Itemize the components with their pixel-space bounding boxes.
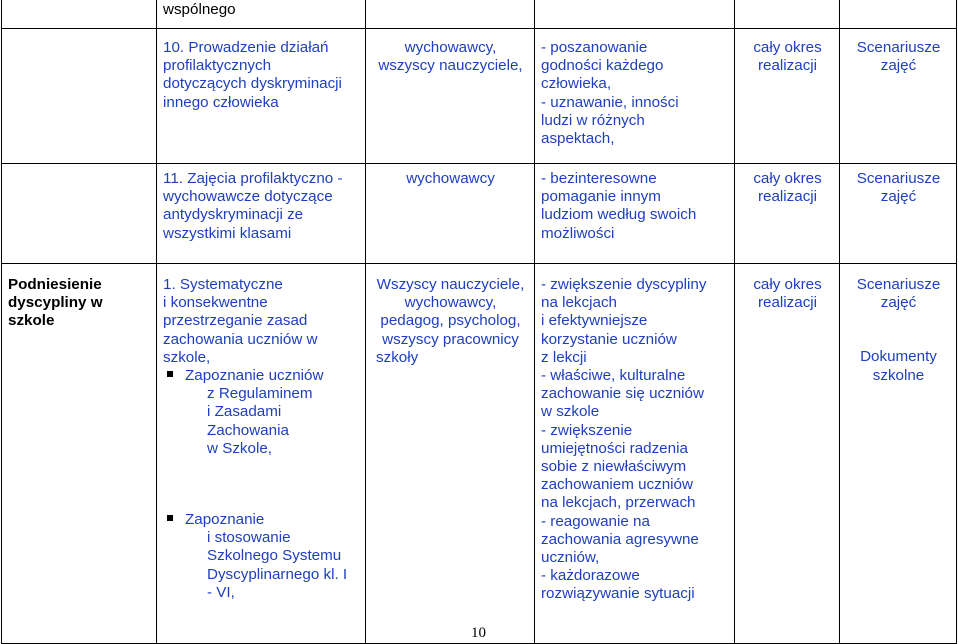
cell-docs-empty [840,0,957,29]
effects-line: w szkole [541,403,600,421]
cell-docs [840,264,957,644]
effects-line: - uznawanie, inności [541,93,679,111]
cell-when [735,264,840,644]
cell-who-empty [366,0,535,29]
effects-line: z lekcji [541,348,587,366]
cell-task [157,164,366,264]
effects-line: aspektach, [541,130,615,148]
bullet-item [167,367,360,385]
task-line: 1. Systematyczne [163,276,283,293]
task-line: 10. Prowadzenie działań [163,39,329,56]
task-line: innego człowieka [163,93,279,111]
when-line: cały okres [753,39,822,56]
table-row-task-11 [2,164,957,264]
square-bullet-icon [167,371,173,377]
area-line: dyscypliny w szkole [8,294,103,330]
docs-line: zajęć [880,57,917,75]
effects-line: ludzi w różnych [541,111,645,129]
cell-effects [535,29,735,164]
task-line: dotyczących dyskryminacji [163,75,342,93]
effects-line: - reagowanie na [541,512,650,530]
program-table [1,0,957,644]
when-line: cały okres [753,276,822,293]
cell-task [157,29,366,164]
effects-line: i efektywniejsze [541,312,648,330]
effects-line: uczniów, [541,549,600,567]
effects-line: zachowania agresywne [541,530,699,548]
docs-line: zajęć [880,294,917,312]
effects-line: - zwiększenie [541,421,633,439]
task-line: wychowawcze dotyczące [163,188,333,206]
bullet-text: Szkolnego Systemu [207,547,342,565]
effects-line: rozwiązywanie sytuacji [541,585,695,603]
docs-line: szkolne [872,366,925,384]
bullet-item [167,511,360,529]
table-row-continuation [2,0,957,29]
area-line: Podniesienie [8,276,102,293]
cell-area-empty [2,0,157,29]
cell-task [157,264,366,644]
effects-line: - poszanowanie [541,39,648,56]
bullet-text: - VI, [207,583,235,601]
who-line: pedagog, psycholog, [380,312,521,330]
who-line: wszyscy nauczyciele, [378,57,523,75]
effects-line: pomaganie innym [541,188,661,206]
who-line: wychowawcy [406,170,495,187]
spacer [163,458,360,511]
effects-line: - właściwe, kulturalne [541,367,686,385]
cell-area-empty [2,164,157,264]
docs-line: Dokumenty [860,348,937,366]
who-line: wychowawcy, [404,39,497,56]
docs-line: Scenariusze [856,276,941,293]
effects-line: zachowaniem uczniów [541,476,693,494]
table-row-task-10 [2,29,957,164]
bullet-text: Zachowania [207,421,289,439]
when-line: realizacji [757,57,818,75]
page-number: 10 [471,625,486,641]
cell-when [735,164,840,264]
who-line: wychowawcy, [404,294,497,312]
effects-line: człowieka, [541,75,612,93]
cell-area-empty [2,29,157,164]
when-line: cały okres [753,170,822,187]
effects-line: na lekcjach [541,294,617,312]
table-row-discipline [2,264,957,644]
effects-line: - zwiększenie dyscypliny [541,276,707,293]
cell-docs [840,164,957,264]
cell-docs [840,29,957,164]
task-text: wspólnego [163,1,236,18]
cell-task-continuation [157,0,366,29]
effects-line: na lekcjach, przerwach [541,494,696,512]
effects-line: umiejętności radzenia [541,439,688,457]
effects-line: godności każdego [541,57,664,75]
task-line: zachowania uczniów w [163,330,318,348]
effects-line: korzystanie uczniów [541,330,677,348]
effects-line: sobie z niewłaściwym [541,458,687,476]
cell-who [366,29,535,164]
bullet-text: z Regulaminem [207,385,313,403]
bullet-text: Zapoznanie uczniów [185,367,324,385]
docs-line: Scenariusze [856,39,941,56]
task-line: przestrzeganie zasad [163,312,308,330]
task-line: 11. Zajęcia profilaktyczno - [163,170,343,187]
docs-line: Scenariusze [856,170,941,187]
who-line: szkoły [376,348,419,366]
task-line: i konsekwentne [163,294,268,312]
cell-when [735,29,840,164]
task-line: szkole, [163,348,211,366]
bullet-text: w Szkole, [207,439,272,457]
task-line: profilaktycznych [163,57,272,75]
bullet-text: i stosowanie [207,529,291,547]
who-line: wszyscy pracownicy [382,330,519,348]
effects-line: - bezinteresowne [541,170,657,187]
docs-line: zajęć [880,188,917,206]
bullet-text: Dyscyplinarnego kl. I [207,565,348,583]
task-line: wszystkimi klasami [163,224,292,242]
bullet-text: i Zasadami [207,403,282,421]
when-line: realizacji [757,294,818,312]
bullet-text: Zapoznanie [185,511,265,529]
effects-line: - każdorazowe [541,567,640,585]
cell-who [366,264,535,644]
cell-area [2,264,157,644]
task-line: antydyskryminacji ze [163,206,304,224]
cell-effects [535,264,735,644]
effects-line: możliwości [541,224,615,242]
cell-when-empty [735,0,840,29]
spacer [846,312,951,348]
cell-effects [535,164,735,264]
effects-line: ludziom według swoich [541,206,697,224]
square-bullet-icon [167,515,173,521]
when-line: realizacji [757,188,818,206]
who-line: Wszyscy nauczyciele, [376,276,525,293]
cell-effects-empty [535,0,735,29]
cell-who [366,164,535,264]
effects-line: zachowanie się uczniów [541,385,704,403]
